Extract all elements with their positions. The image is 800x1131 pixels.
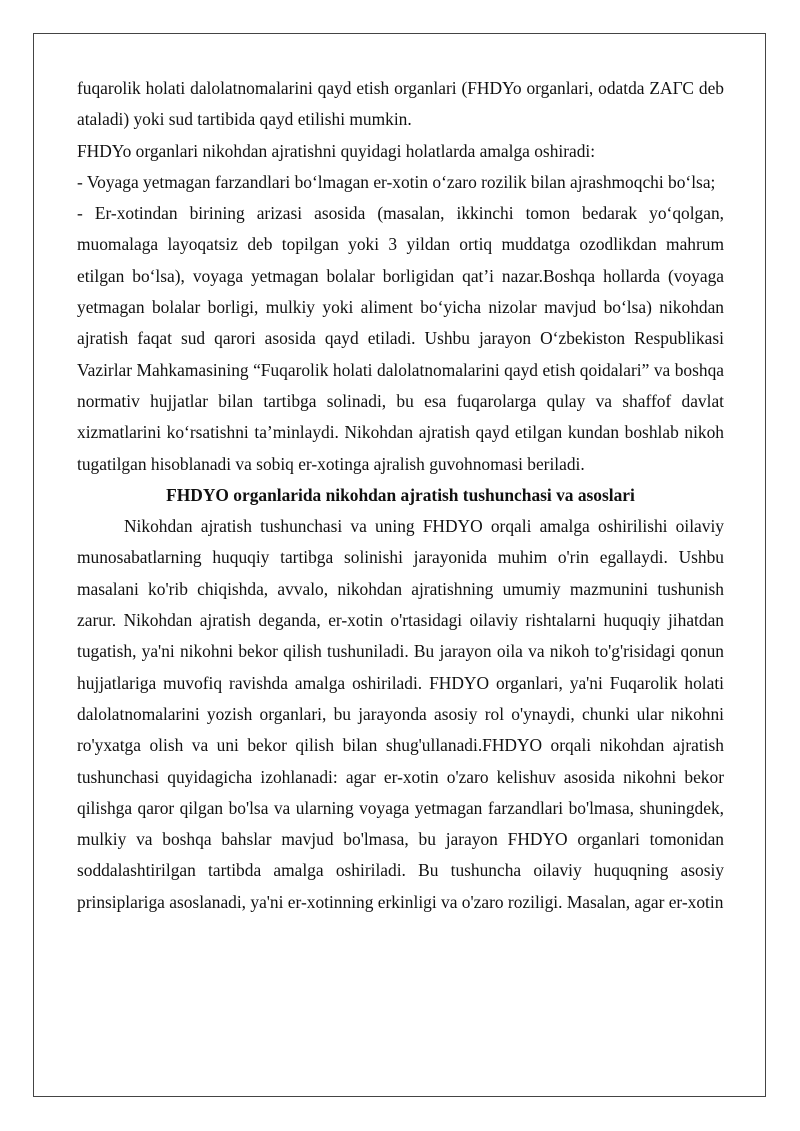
paragraph-registration-bodies: fuqarolik holati dalolatnomalarini qayd etish organlari (FHDYo organlari, odatda ZAГС deb ataladi) yoki sud tartibida qayd etilishi mumkin.	[77, 78, 724, 130]
paragraph-fhdyo-cases-intro: FHDYo organlari nikohdan ajratishni quyidagi holatlarda amalga oshiradi:	[77, 140, 596, 161]
document-body	[77, 73, 724, 918]
section-heading: FHDYO organlarida nikohdan ajratish tushunchasi va asoslari	[166, 484, 635, 505]
paragraph-mutual-consent-case: - Voyaga yetmagan farzandlari bo‘lmagan er-xotin o‘zaro rozilik bilan ajrashmoqchi bo‘lsa;	[77, 171, 716, 192]
paragraph-single-application-case: - Er-xotindan birining arizasi asosida (masalan, ikkinchi tomon bedarak yo‘qolgan, muomalaga layoqatsiz deb topilgan yoki 3 yildan ortiq muddatga ozodlikdan mahrum etilgan bo‘lsa), voyaga yetmagan bolalar borligidan qat’i nazar.Boshqa hollarda (voyaga yetmagan bolalar borligi, mulkiy yoki aliment bo‘yicha nizolar mavjud bo‘lsa) nikohdan ajratish faqat sud qarori asosida qayd etiladi. Ushbu jarayon O‘zbekiston Respublikasi Vazirlar Mahkamasining “Fuqarolik holati dalolatnomalarini qayd etish qoidalari” va boshqa normativ hujjatlar bilan tartibga solinadi, bu esa fuqarolarga qulay va shaffof davlat xizmatlarini ko‘rsatishni ta’minlaydi. Nikohdan ajratish qayd etilgan kundan boshlab nikoh tugatilgan hisoblanadi va sobiq er-xotinga ajralish guvohnomasi beriladi.	[77, 203, 724, 474]
paragraph-divorce-concept: Nikohdan ajratish tushunchasi va uning FHDYO orqali amalga oshirilishi oilaviy munosabatlarning huquqiy tartibga solinishi jarayonida muhim o'rin egallaydi. Ushbu masalani ko'rib chiqishda, avvalo, nikohdan ajratishning umumiy mazmunini tushunish zarur. Nikohdan ajratish deganda, er-xotin o'rtasidagi oilaviy rishtalarni huquqiy jihatdan tugatish, ya'ni nikohni bekor qilish tushuniladi. Bu jarayon oila va nikoh to'g'risidagi qonun hujjatlariga muvofiq ravishda amalga oshiriladi. FHDYO organlari, ya'ni Fuqarolik holati dalolatnomalarini yozish organlari, bu jarayonda asosiy rol o'ynaydi, chunki ular nikohni ro'yxatga olish va uni bekor qilish bilan shug'ullanadi.FHDYO orqali nikohdan ajratish tushunchasi quyidagicha izohlanadi: agar er-xotin o'zaro kelishuv asosida nikohni bekor qilishga qaror qilgan bo'lsa va ularning voyaga yetmagan farzandlari bo'lmasa, shuningdek, mulkiy va boshqa bahslar mavjud bo'lmasa, bu jarayon FHDYO organlari tomonidan soddalashtirilgan tartibda amalga oshiriladi. Bu tushuncha oilaviy huquqning asosiy prinsiplariga asoslanadi, ya'ni er-xotinning erkinligi va o'zaro roziligi. Masalan, agar er-xotin	[77, 516, 724, 912]
